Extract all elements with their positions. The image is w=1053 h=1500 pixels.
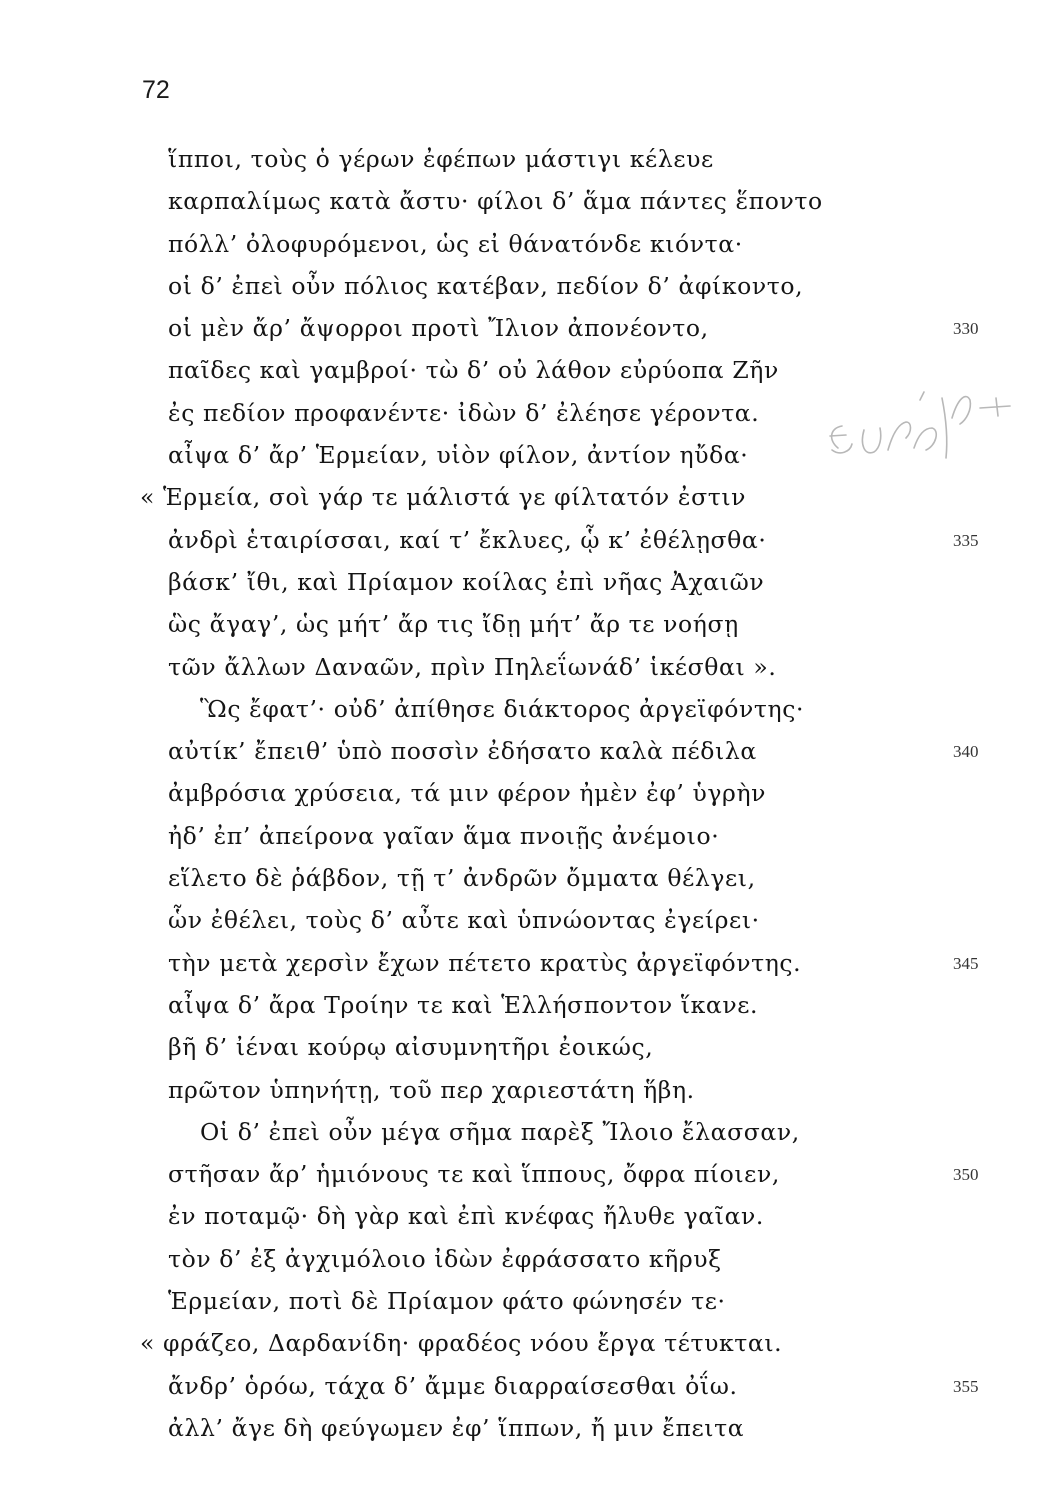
line-number: 345 xyxy=(953,953,979,973)
verse-line xyxy=(0,815,1053,857)
verse-line-text: βῆ δ’ ἰέναι κούρῳ αἰσυμνητῆρι ἐοικώς, xyxy=(168,1033,654,1062)
verse-line xyxy=(0,434,1053,476)
verse-line xyxy=(0,349,1053,391)
verse-line xyxy=(0,1026,1053,1068)
line-number: 340 xyxy=(953,742,979,762)
verse-line xyxy=(0,1111,1053,1153)
verse-line-text: καρπαλίμως κατὰ ἄστυ· φίλοι δ’ ἅμα πάντες ἕποντο xyxy=(168,187,823,216)
verse-line xyxy=(0,519,1053,561)
verse-line-text: οἱ μὲν ἄρ’ ἄψορροι προτὶ Ἴλιον ἀπονέοντο, xyxy=(168,314,709,343)
verse-line-text: ἠδ’ ἐπ’ ἀπείρονα γαῖαν ἅμα πνοιῇς ἀνέμοιο· xyxy=(168,821,720,850)
verse-line-text: πόλλ’ ὀλοφυρόμενοι, ὡς εἰ θάνατόνδε κιόντα· xyxy=(168,229,743,258)
line-number: 330 xyxy=(953,319,979,339)
verse-line xyxy=(0,561,1053,603)
verse-line-text: ἵπποι, τοὺς ὁ γέρων ἐφέπων μάστιγι κέλευε xyxy=(168,145,714,173)
verse-line xyxy=(0,1280,1053,1322)
line-number: 350 xyxy=(953,1165,979,1185)
verse-line-text: παῖδες καὶ γαμβροί· τὼ δ’ οὐ λάθον εὐρύοπα Ζῆν xyxy=(168,356,779,385)
page-number: 72 xyxy=(142,76,170,104)
verse-line-text: « Ἑρμεία, σοὶ γάρ τε μάλιστά γε φίλτατόν ἐστιν xyxy=(140,483,747,512)
verse-line xyxy=(0,772,1053,814)
verse-line-text: πρῶτον ὑπηνήτῃ, τοῦ περ χαριεστάτη ἥβη. xyxy=(168,1075,695,1104)
verse-line xyxy=(0,942,1053,984)
verse-text-block xyxy=(0,138,1053,1449)
verse-line xyxy=(0,138,1053,180)
verse-line-text: τῶν ἄλλων Δαναῶν, πρὶν Πηλεΐωνάδ’ ἱκέσθαι ». xyxy=(168,652,777,681)
verse-line-text: αὐτίκ’ ἔπειθ’ ὑπὸ ποσσὶν ἐδήσατο καλὰ πέδιλα xyxy=(168,737,757,766)
verse-line xyxy=(0,1322,1053,1364)
verse-line xyxy=(0,307,1053,349)
verse-line xyxy=(0,1195,1053,1237)
verse-line-text: τὴν μετὰ χερσὶν ἔχων πέτετο κρατὺς ἀργεϊφόντης. xyxy=(168,948,802,977)
verse-line-text: στῆσαν ἄρ’ ἡμιόνους τε καὶ ἵππους, ὄφρα πίοιεν, xyxy=(168,1160,780,1189)
verse-line-text: εἵλετο δὲ ῥάβδον, τῇ τ’ ἀνδρῶν ὄμματα θέλγει, xyxy=(168,864,756,893)
verse-line xyxy=(0,646,1053,688)
verse-line-text: ἐν ποταμῷ· δὴ γὰρ καὶ ἐπὶ κνέφας ἤλυθε γαῖαν. xyxy=(168,1202,764,1231)
verse-line xyxy=(0,180,1053,222)
verse-line-text: ἀλλ’ ἄγε δὴ φεύγωμεν ἐφ’ ἵππων, ἤ μιν ἔπειτα xyxy=(168,1413,745,1442)
verse-line xyxy=(0,1153,1053,1195)
verse-line-text: αἶψα δ’ ἄρα Τροίην τε καὶ Ἑλλήσποντον ἵκανε. xyxy=(168,990,759,1019)
verse-line xyxy=(0,688,1053,730)
verse-line xyxy=(0,1238,1053,1280)
verse-line-text: ἐς πεδίον προφανέντε· ἰδὼν δ’ ἐλέησε γέροντα. xyxy=(168,398,760,427)
verse-line xyxy=(0,476,1053,518)
verse-line xyxy=(0,603,1053,645)
verse-line-text: ἄνδρ’ ὁρόω, τάχα δ’ ἄμμε διαρραίσεσθαι ὀΐω. xyxy=(168,1371,738,1400)
verse-line xyxy=(0,1365,1053,1407)
verse-line xyxy=(0,392,1053,434)
verse-line-text: οἱ δ’ ἐπεὶ οὖν πόλιος κατέβαν, πεδίον δ’ ἀφίκοντο, xyxy=(168,271,804,300)
verse-line xyxy=(0,984,1053,1026)
verse-line-text: αἶψα δ’ ἄρ’ Ἑρμείαν, υἱὸν φίλον, ἀντίον ηὔδα· xyxy=(168,441,749,470)
verse-line-text: « φράζεο, Δαρδανίδη· φραδέος νόου ἔργα τέτυκται. xyxy=(140,1329,783,1358)
verse-line-text: ἀνδρὶ ἑταιρίσσαι, καί τ’ ἔκλυες, ᾧ κ’ ἐθέλῃσθα· xyxy=(168,525,767,554)
verse-line-text: ὣς ἄγαγ’, ὡς μήτ’ ἄρ τις ἴδῃ μήτ’ ἄρ τε νοήσῃ xyxy=(168,610,739,639)
verse-line xyxy=(0,223,1053,265)
verse-line xyxy=(0,1069,1053,1111)
verse-line xyxy=(0,857,1053,899)
verse-line xyxy=(0,265,1053,307)
verse-line xyxy=(0,899,1053,941)
verse-line-text: Ἑρμείαν, ποτὶ δὲ Πρίαμον φάτο φώνησέν τε· xyxy=(168,1287,726,1316)
verse-line-text: Οἱ δ’ ἐπεὶ οὖν μέγα σῆμα παρὲξ Ἴλοιο ἔλασσαν, xyxy=(200,1117,800,1146)
verse-line-text: τὸν δ’ ἐξ ἀγχιμόλοιο ἰδὼν ἐφράσσατο κῆρυξ xyxy=(168,1244,722,1273)
line-number: 355 xyxy=(953,1376,979,1396)
verse-line-text: ἀμβρόσια χρύσεια, τά μιν φέρον ἠμὲν ἐφ’ ὑγρὴν xyxy=(168,779,767,808)
verse-line xyxy=(0,1407,1053,1449)
line-number: 335 xyxy=(953,530,979,550)
verse-line-text: ὧν ἐθέλει, τοὺς δ’ αὖτε καὶ ὑπνώοντας ἐγείρει· xyxy=(168,906,760,935)
verse-line-text: Ὣς ἔφατ’· οὐδ’ ἀπίθησε διάκτορος ἀργεϊφόντης· xyxy=(200,694,805,723)
verse-line xyxy=(0,730,1053,772)
verse-line-text: βάσκ’ ἴθι, καὶ Πρίαμον κοίλας ἐπὶ νῆας Ἀχαιῶν xyxy=(168,567,765,596)
